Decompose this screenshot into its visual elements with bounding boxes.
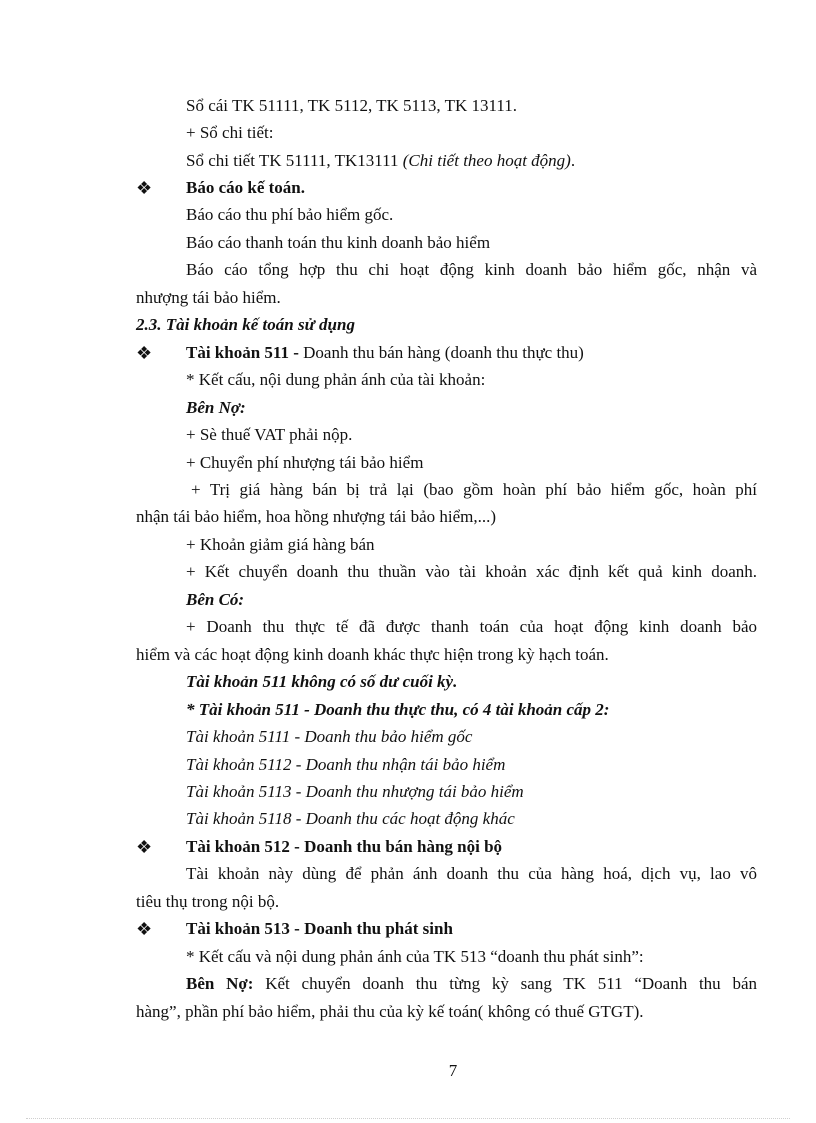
- credit-side-heading: Bên Có:: [186, 590, 245, 609]
- debit-513-label: Bên Nợ:: [186, 974, 254, 993]
- credit-item-continuation: hiểm và các hoạt động kinh doanh khác thực hiện trong kỳ hạch toán.: [136, 645, 609, 664]
- sub-account-item: Tài khoản 5111 - Doanh thu bảo hiểm gốc: [186, 727, 473, 746]
- account-512-desc: Tài khoản này dùng để phản ánh doanh thu của hàng hoá, dịch vụ, lao vô: [186, 864, 757, 883]
- account-513-heading: [186, 918, 453, 940]
- debit-513-text: Kết chuyển doanh thu từng kỳ sang TK 511 “Doanh thu bán: [253, 974, 757, 993]
- account-513-label: Tài khoản 513 -: [186, 919, 305, 938]
- account-513-desc: Doanh thu phát sinh: [304, 919, 453, 938]
- report-item: Báo cáo thanh toán thu kinh doanh bảo hiểm: [186, 233, 491, 252]
- debit-item: + Sè thuế VAT phải nộp.: [186, 425, 353, 444]
- debit-item-continuation: nhận tái bảo hiểm, hoa hồng nhượng tái bảo hiểm,...): [136, 507, 497, 526]
- account-512-desc-continuation: tiêu thụ trong nội bộ.: [136, 892, 280, 911]
- debit-item: + Kết chuyển doanh thu thuần vào tài khoản xác định kết quả kinh doanh.: [186, 562, 757, 581]
- detail-book-line: [186, 150, 575, 172]
- debit-item: + Chuyển phí nhượng tái bảo hiểm: [186, 453, 424, 472]
- page-number: 7: [448, 1061, 458, 1080]
- bullet-icon: ❖: [136, 178, 153, 198]
- no-balance-note: Tài khoản 511 không có số dư cuối kỳ.: [186, 672, 458, 691]
- page-divider: [26, 1118, 790, 1119]
- section-heading-reports: Báo cáo kế toán.: [186, 178, 305, 197]
- account-511-desc: Doanh thu bán hàng (doanh thu thực thu): [303, 343, 584, 362]
- sub-accounts-heading: * Tài khoản 511 - Doanh thu thực thu, có 4 tài khoản cấp 2:: [186, 700, 610, 719]
- detail-book-note: (Chi tiết theo hoạt động): [402, 151, 571, 170]
- structure-note: * Kết cấu, nội dung phản ánh của tài khoản:: [186, 370, 486, 389]
- credit-item: + Doanh thu thực tế đã được thanh toán của hoạt động kinh doanh bảo: [186, 617, 757, 636]
- debit-item: + Trị giá hàng bán bị trả lại (bao gồm hoàn phí bảo hiểm gốc, hoàn phí: [191, 480, 757, 499]
- section-heading-accounts: 2.3. Tài khoản kế toán sử dụng: [136, 315, 355, 334]
- debit-item: + Khoản giảm giá hàng bán: [186, 535, 375, 554]
- debit-side-heading: Bên Nợ:: [186, 398, 246, 417]
- sub-account-item: Tài khoản 5112 - Doanh thu nhận tái bảo hiểm: [186, 755, 506, 774]
- detail-book-heading: + Sổ chi tiết:: [186, 123, 274, 142]
- detail-book-period: .: [570, 151, 576, 170]
- report-item-continuation: nhượng tái bảo hiểm.: [136, 288, 281, 307]
- bullet-icon: ❖: [136, 837, 153, 857]
- ledger-line: Sổ cái TK 51111, TK 5112, TK 5113, TK 13111.: [186, 96, 518, 115]
- debit-513-line: [136, 973, 757, 995]
- sub-account-item: Tài khoản 5113 - Doanh thu nhượng tái bảo hiểm: [186, 782, 524, 801]
- report-item: Báo cáo thu phí bảo hiểm gốc.: [186, 205, 394, 224]
- report-item: Báo cáo tổng hợp thu chi hoạt động kinh doanh bảo hiểm gốc, nhận và: [186, 260, 757, 279]
- detail-book-text: Sổ chi tiết TK 51111, TK13111: [186, 151, 403, 170]
- account-512-heading: Tài khoản 512 - Doanh thu bán hàng nội bộ: [186, 837, 503, 856]
- debit-513-continuation: hàng”, phần phí bảo hiểm, phải thu của kỳ kế toán( không có thuế GTGT).: [136, 1002, 644, 1021]
- bullet-icon: ❖: [136, 343, 153, 363]
- account-511-label: Tài khoản 511 -: [186, 343, 304, 362]
- bullet-icon: ❖: [136, 919, 153, 939]
- structure-note-513: * Kết cấu và nội dung phản ánh của TK 513 “doanh thu phát sinh”:: [186, 947, 644, 966]
- account-511-heading: [186, 342, 584, 364]
- sub-account-item: Tài khoản 5118 - Doanh thu các hoạt động khác: [186, 809, 515, 828]
